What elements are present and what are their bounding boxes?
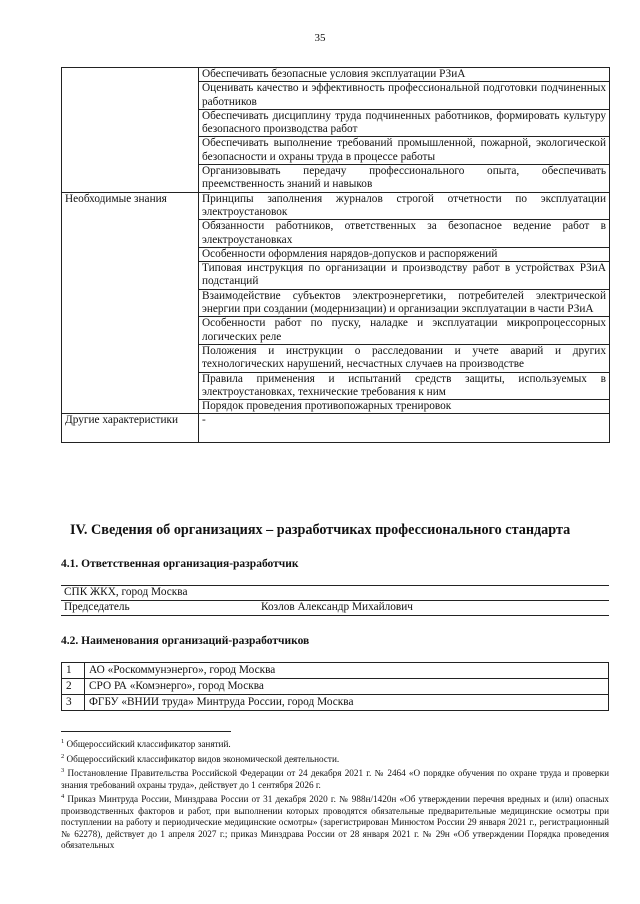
developers-title: 4.2. Наименования организаций-разработчиков — [61, 635, 310, 647]
knowledge-cell: Взаимодействие субъектов электроэнергетики, потребителей электрической энергии при создании (модернизации) и организации эксплуатации в части РЗиА — [199, 289, 610, 317]
footnote-text: Общероссийский классификатор видов экономической деятельности. — [66, 753, 340, 764]
footnote-mark: 2 — [61, 752, 65, 760]
skill-cell: Обеспечивать дисциплину труда подчиненных работников, формировать культуру безопасного производства работ — [199, 109, 610, 137]
table-row — [62, 68, 610, 82]
knowledge-cell: Особенности оформления нарядов-допусков и распоряжений — [199, 247, 610, 261]
footnote-text: Постановление Правительства Российской Федерации от 24 декабря 2021 г. № 2464 «О порядке обучения по охране труда и проверки знания требований охраны труда», действует до 1 сентября 2026 г. — [61, 768, 609, 790]
table-row — [62, 679, 609, 695]
developer-num: 3 — [62, 695, 85, 711]
knowledge-cell: Положения и инструкции о расследовании и учете аварий и других технологических нарушений, несчастных случаев на производстве — [199, 344, 610, 372]
footnote — [61, 736, 609, 751]
knowledge-cell: Правила применения и испытаний средств защиты, используемых в электроустановках, технические требования к ним — [199, 372, 610, 400]
footnote-mark: 4 — [61, 793, 65, 801]
developer-num: 2 — [62, 679, 85, 695]
knowledge-cell: Порядок проведения противопожарных тренировок — [199, 400, 610, 414]
footnote — [61, 751, 609, 766]
responsible-org: СПК ЖКХ, город Москва — [61, 586, 609, 601]
table-row — [62, 663, 609, 679]
footnotes — [61, 736, 609, 852]
responsible-person: Козлов Александр Михайлович — [258, 601, 609, 616]
table-row — [62, 695, 609, 711]
footnote-mark: 3 — [61, 767, 65, 775]
developer-name: СРО РА «Комэнерго», город Москва — [85, 679, 609, 695]
developers-table — [61, 662, 609, 711]
other-label: Другие характеристики — [62, 414, 199, 443]
knowledge-cell: Типовая инструкция по организации и производству работ в устройствах РЗиА подстанций — [199, 262, 610, 290]
footnote-mark: 1 — [61, 738, 65, 745]
qualification-table — [61, 67, 610, 443]
skill-cell: Оценивать качество и эффективность профессиональной подготовки подчиненных работников — [199, 82, 610, 110]
footnote — [61, 791, 609, 852]
table-row — [61, 601, 609, 616]
developer-name: АО «Роскоммунэнерго», город Москва — [85, 663, 609, 679]
footnote-text: Общероссийский классификатор занятий. — [66, 739, 231, 750]
developer-name: ФГБУ «ВНИИ труда» Минтруда России, город Москва — [85, 695, 609, 711]
section-title: IV. Сведения об организациях – разработчиках профессионального стандарта — [70, 522, 571, 538]
knowledge-cell: Обязанности работников, ответственных за безопасное ведение работ в электроустановках — [199, 220, 610, 248]
page-number: 35 — [314, 32, 326, 44]
responsible-position: Председатель — [61, 601, 258, 616]
knowledge-label: Необходимые знания — [62, 192, 199, 414]
footnote — [61, 765, 609, 791]
skill-cell: Обеспечивать безопасные условия эксплуатации РЗиА — [199, 68, 610, 82]
skill-cell: Организовывать передачу профессионального опыта, обеспечивать преемственность знаний и навыков — [199, 165, 610, 193]
table-row — [62, 414, 610, 443]
responsible-table — [61, 585, 609, 616]
knowledge-cell: Принципы заполнения журналов строгой отчетности по эксплуатации электроустановок — [199, 192, 610, 220]
label-cell-empty — [62, 68, 199, 193]
responsible-title: 4.1. Ответственная организация-разработчик — [61, 558, 299, 570]
skill-cell: Обеспечивать выполнение требований промышленной, пожарной, экологической безопасности и охраны труда в процессе работы — [199, 137, 610, 165]
table-row — [62, 192, 610, 220]
other-value: - — [199, 414, 610, 443]
footnote-divider — [61, 731, 231, 732]
table-row — [61, 586, 609, 601]
footnote-text: Приказ Минтруда России, Минздрава России от 31 декабря 2020 г. № 988н/1420н «Об утверждении перечня вредных и (или) опасных производственных факторов и работ, при выполнении которых проводятся обязательные предварительные медицинские осмотры при поступлении на работу и периодические медицинские осмотры» (зарегистрирован Минюстом России 29 января 2021 г., регистрационный № 62278), действует до 1 апреля 2027 г.; приказ Минздрава России от 28 января 2021 г. № 29н «Об утверждении Порядка проведения обязательных — [61, 794, 610, 851]
developer-num: 1 — [62, 663, 85, 679]
knowledge-cell: Особенности работ по пуску, наладке и эксплуатации микропроцессорных логических реле — [199, 317, 610, 345]
